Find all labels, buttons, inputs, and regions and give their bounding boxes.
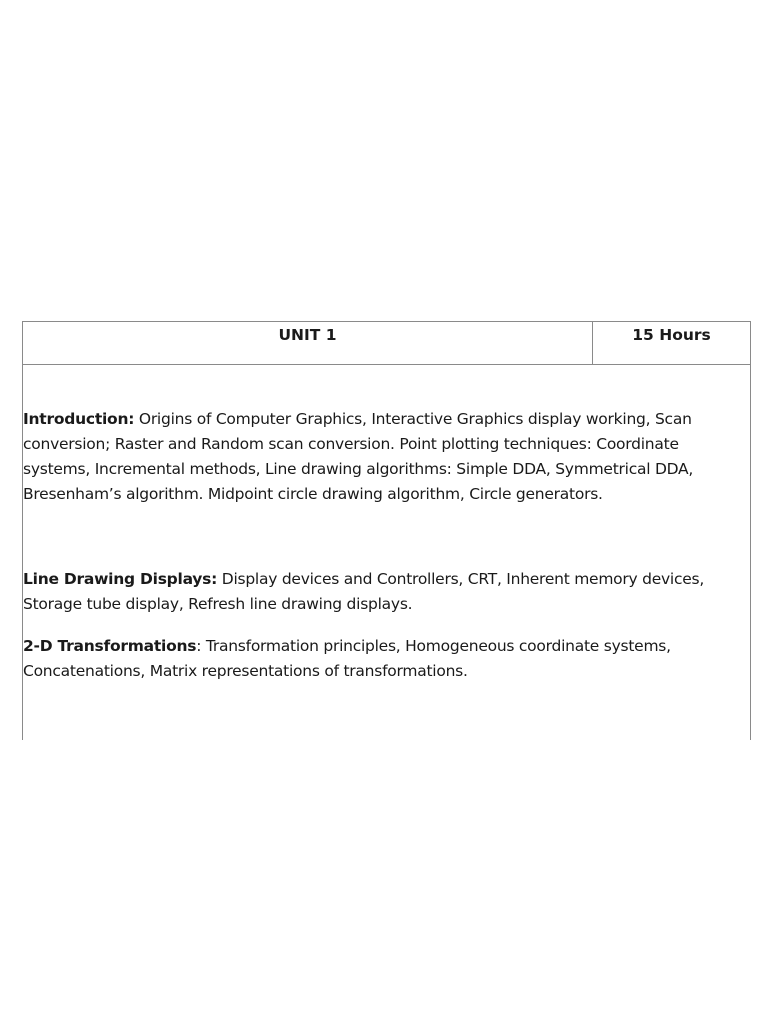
syllabus-table	[22, 321, 751, 740]
section-term: Line Drawing Displays:	[23, 570, 218, 588]
table-header-row	[23, 322, 750, 365]
section-introduction	[23, 407, 723, 507]
section-2d-transformations	[23, 634, 723, 684]
section-term: Introduction:	[23, 410, 135, 428]
unit-title: UNIT 1	[23, 322, 593, 364]
section-text: Origins of Computer Graphics, Interactive Graphics display working, Scan conversion; Raster and Random scan conversion. Point plotting techniques: Coordinate systems, Incremental methods, Line drawing algorithms: Simple DDA, Symmetrical DDA, Bresenham’s algorithm. Midpoint circle drawing algorithm, Circle generators.	[23, 410, 694, 503]
section-line-drawing-displays	[23, 567, 723, 617]
section-text: : Transformation principles, Homogeneous coordinate systems, Concatenations, Matrix representations of transformations.	[23, 637, 671, 680]
hours-label: 15 Hours	[632, 326, 711, 344]
section-term: 2-D Transformations	[23, 637, 197, 655]
section-text: Display devices and Controllers, CRT, Inherent memory devices, Storage tube display, Refresh line drawing displays.	[23, 570, 705, 613]
